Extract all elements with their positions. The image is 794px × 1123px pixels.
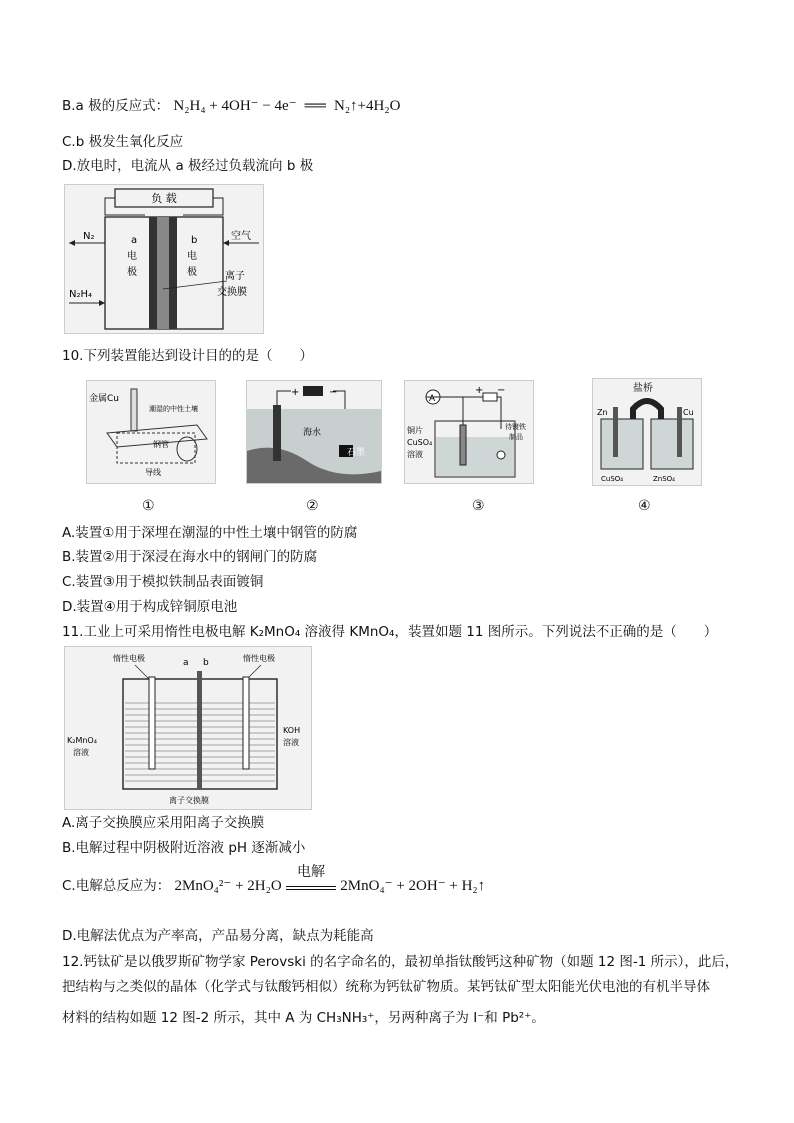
- left-solution-label: 溶液: [73, 748, 89, 757]
- terminal-a: a: [183, 658, 189, 668]
- equals-sign: ══: [300, 98, 330, 114]
- a-label: a: [131, 235, 138, 246]
- solution-label: 溶液: [407, 450, 423, 459]
- membrane-label-2: 交换膜: [217, 287, 247, 298]
- znso4-label: ZnSO₄: [653, 475, 675, 483]
- q10-device-1-figure: [86, 380, 216, 484]
- q9-option-b-eq-right: N₂↑+4H₂O: [333, 98, 401, 114]
- ion-exchange-membrane-label: 离子交换膜: [169, 796, 209, 805]
- minus-sign: −: [329, 387, 338, 398]
- q10-device-4-figure: [592, 378, 702, 486]
- q11-option-a: A.离子交换膜应采用阳离子交换膜: [62, 815, 265, 831]
- q10-device-2-figure: [246, 380, 382, 484]
- q11-option-d: D.电解法优点为产率高，产品易分离，缺点为耗能高: [62, 928, 374, 944]
- b-label-3: 极: [187, 267, 197, 278]
- condition-arrow: [286, 886, 336, 890]
- plus-sign: +: [291, 387, 300, 398]
- load-label: 负 载: [151, 192, 177, 205]
- ammeter-label: A: [429, 394, 436, 404]
- b-label: b: [191, 235, 198, 246]
- wire-label: 导线: [145, 468, 161, 477]
- device-number-2: ②: [306, 498, 319, 514]
- n2-label: N₂: [83, 231, 95, 242]
- cu-label: Cu: [683, 408, 694, 417]
- soil-label: 潮湿的中性土壤: [149, 405, 198, 413]
- electrolysis-condition: [286, 864, 336, 890]
- q11-option-b: B.电解过程中阴极附近溶液 pH 逐渐减小: [62, 840, 306, 856]
- n2h4-label: N₂H₄: [69, 289, 93, 300]
- plus-sign-3: +: [475, 385, 484, 396]
- q10-stem: 10.下列装置能达到设计目的的是（ ）: [62, 348, 313, 364]
- iron-item-label-2: 制品: [509, 433, 523, 441]
- q11-option-c-prefix: C.电解总反应为：: [62, 878, 171, 894]
- q11-stem: 11.工业上可采用惰性电极电解 K₂MnO₄ 溶液得 KMnO₄，装置如题 11 图所示。下列说法不正确的是（ ）: [62, 624, 718, 640]
- q11-electrolysis-figure: [64, 646, 312, 810]
- electrolysis-label: 电解: [296, 864, 325, 880]
- q12-line-1: 12.钙钛矿是以俄罗斯矿物学家 Perovski 的名字命名的，最初单指钛酸钙这种矿物（如题 12 图-1 所示），此后，: [62, 954, 739, 970]
- q11-option-c-right: 2MnO₄⁻ + 2OH⁻ + H₂↑: [340, 878, 486, 894]
- a-label-2: 电: [127, 251, 137, 262]
- q11-option-c: [62, 864, 486, 896]
- copper-label: 铜片: [407, 426, 423, 435]
- q10-option-d: D.装置④用于构成锌铜原电池: [62, 599, 238, 615]
- pipe-label: 钢管: [153, 440, 169, 449]
- q9-fuel-cell-figure: [64, 184, 264, 334]
- graphite-label: 石墨: [347, 448, 366, 458]
- q10-option-c: C.装置③用于模拟铁制品表面镀铜: [62, 574, 264, 590]
- electrode-label-2: 惰性电极: [243, 654, 275, 663]
- air-label: 空气: [231, 231, 251, 242]
- k2mno4-label: K₂MnO₄: [67, 736, 97, 745]
- membrane-label-1: 离子: [225, 271, 245, 282]
- q9-option-b-eq-left: N₂H₄ + 4OH⁻ − 4e⁻: [173, 98, 297, 114]
- q9-option-b-prefix: B.a 极的反应式：: [62, 98, 170, 114]
- b-label-2: 电: [187, 251, 197, 262]
- salt-bridge-label: 盐桥: [633, 383, 653, 394]
- electrode-label-1: 惰性电极: [113, 654, 145, 663]
- metal-cu-label: 金属Cu: [89, 394, 119, 404]
- q10-option-a: A.装置①用于深埋在潮湿的中性土壤中钢管的防腐: [62, 525, 358, 541]
- q10-option-b: B.装置②用于深浸在海水中的钢闸门的防腐: [62, 549, 318, 565]
- device-number-1: ①: [142, 498, 155, 514]
- device-number-3: ③: [472, 498, 485, 514]
- koh-label: KOH: [283, 726, 301, 735]
- iron-item-label-1: 待镀铁: [505, 423, 526, 431]
- seawater-label: 海水: [303, 428, 322, 438]
- q9-option-b: [62, 96, 400, 116]
- q12-line-2: 把结构与之类似的晶体（化学式与钛酸钙相似）统称为钙钛矿物质。某钙钛矿型太阳能光伏电池的有机半导体: [62, 979, 710, 995]
- q9-option-c: C.b 极发生氧化反应: [62, 134, 184, 150]
- cuso4-label-4: CuSO₄: [601, 475, 624, 483]
- right-solution-label: 溶液: [283, 738, 299, 747]
- device-number-4: ④: [638, 498, 651, 514]
- q9-option-d: D.放电时，电流从 a 极经过负载流向 b 极: [62, 158, 314, 174]
- q12-line-3: 材料的结构如题 12 图-2 所示，其中 A 为 CH₃NH₃⁺，另两种离子为 I⁻和 Pb²⁺。: [62, 1010, 545, 1026]
- cuso4-label: CuSO₄: [407, 438, 433, 447]
- zn-label: Zn: [597, 408, 608, 417]
- q11-option-c-left: 2MnO₄²⁻ + 2H₂O: [174, 878, 282, 894]
- q10-device-3-figure: [404, 380, 534, 484]
- terminal-b: b: [203, 658, 209, 668]
- a-label-3: 极: [127, 267, 137, 278]
- minus-sign-3: −: [497, 385, 506, 396]
